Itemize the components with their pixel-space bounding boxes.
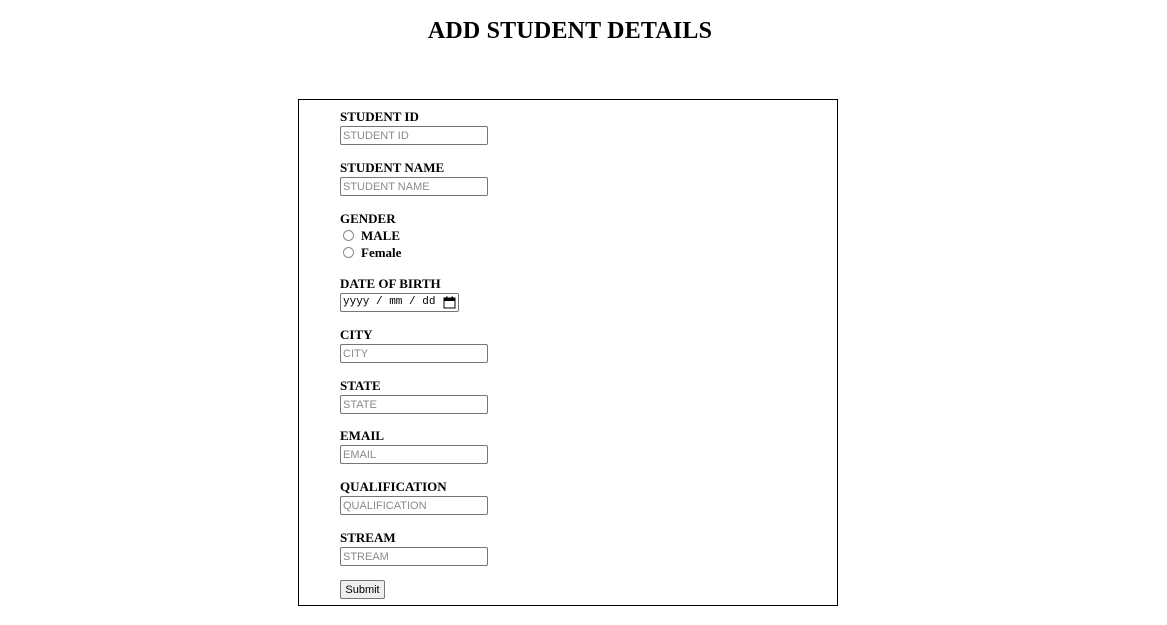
submit-button[interactable]: Submit [340,580,385,599]
calendar-icon[interactable] [443,296,456,309]
dob-format-hint: yyyy / mm / dd [343,296,436,308]
student-name-field [340,160,488,196]
city-input[interactable] [340,344,488,363]
gender-label: GENDER [340,211,396,226]
state-field [340,378,488,414]
female-radio[interactable] [343,247,354,258]
dob-input[interactable] [340,293,459,312]
state-label: STATE [340,378,381,393]
student-id-input[interactable] [340,126,488,145]
qualification-label: QUALIFICATION [340,479,447,494]
male-radio-label[interactable]: MALE [361,228,400,243]
state-input[interactable] [340,395,488,414]
gender-option-female[interactable] [343,244,401,261]
student-id-label: STUDENT ID [340,109,419,124]
female-radio-label[interactable]: Female [361,245,402,260]
dob-label: DATE OF BIRTH [340,276,441,291]
gender-field [340,211,401,261]
stream-label: STREAM [340,530,396,545]
city-field [340,327,488,363]
stream-input[interactable] [340,547,488,566]
email-label: EMAIL [340,428,385,443]
stream-field [340,530,488,566]
student-form [298,99,838,606]
email-input[interactable] [340,445,488,464]
gender-option-male[interactable] [343,227,401,244]
city-label: CITY [340,327,373,342]
student-name-label: STUDENT NAME [340,160,445,175]
email-field [340,428,488,464]
dob-field [340,276,459,312]
student-id-field [340,109,488,145]
qualification-input[interactable] [340,496,488,515]
student-name-input[interactable] [340,177,488,196]
page-title: ADD STUDENT DETAILS [427,18,713,44]
qualification-field [340,479,488,515]
male-radio[interactable] [343,230,354,241]
